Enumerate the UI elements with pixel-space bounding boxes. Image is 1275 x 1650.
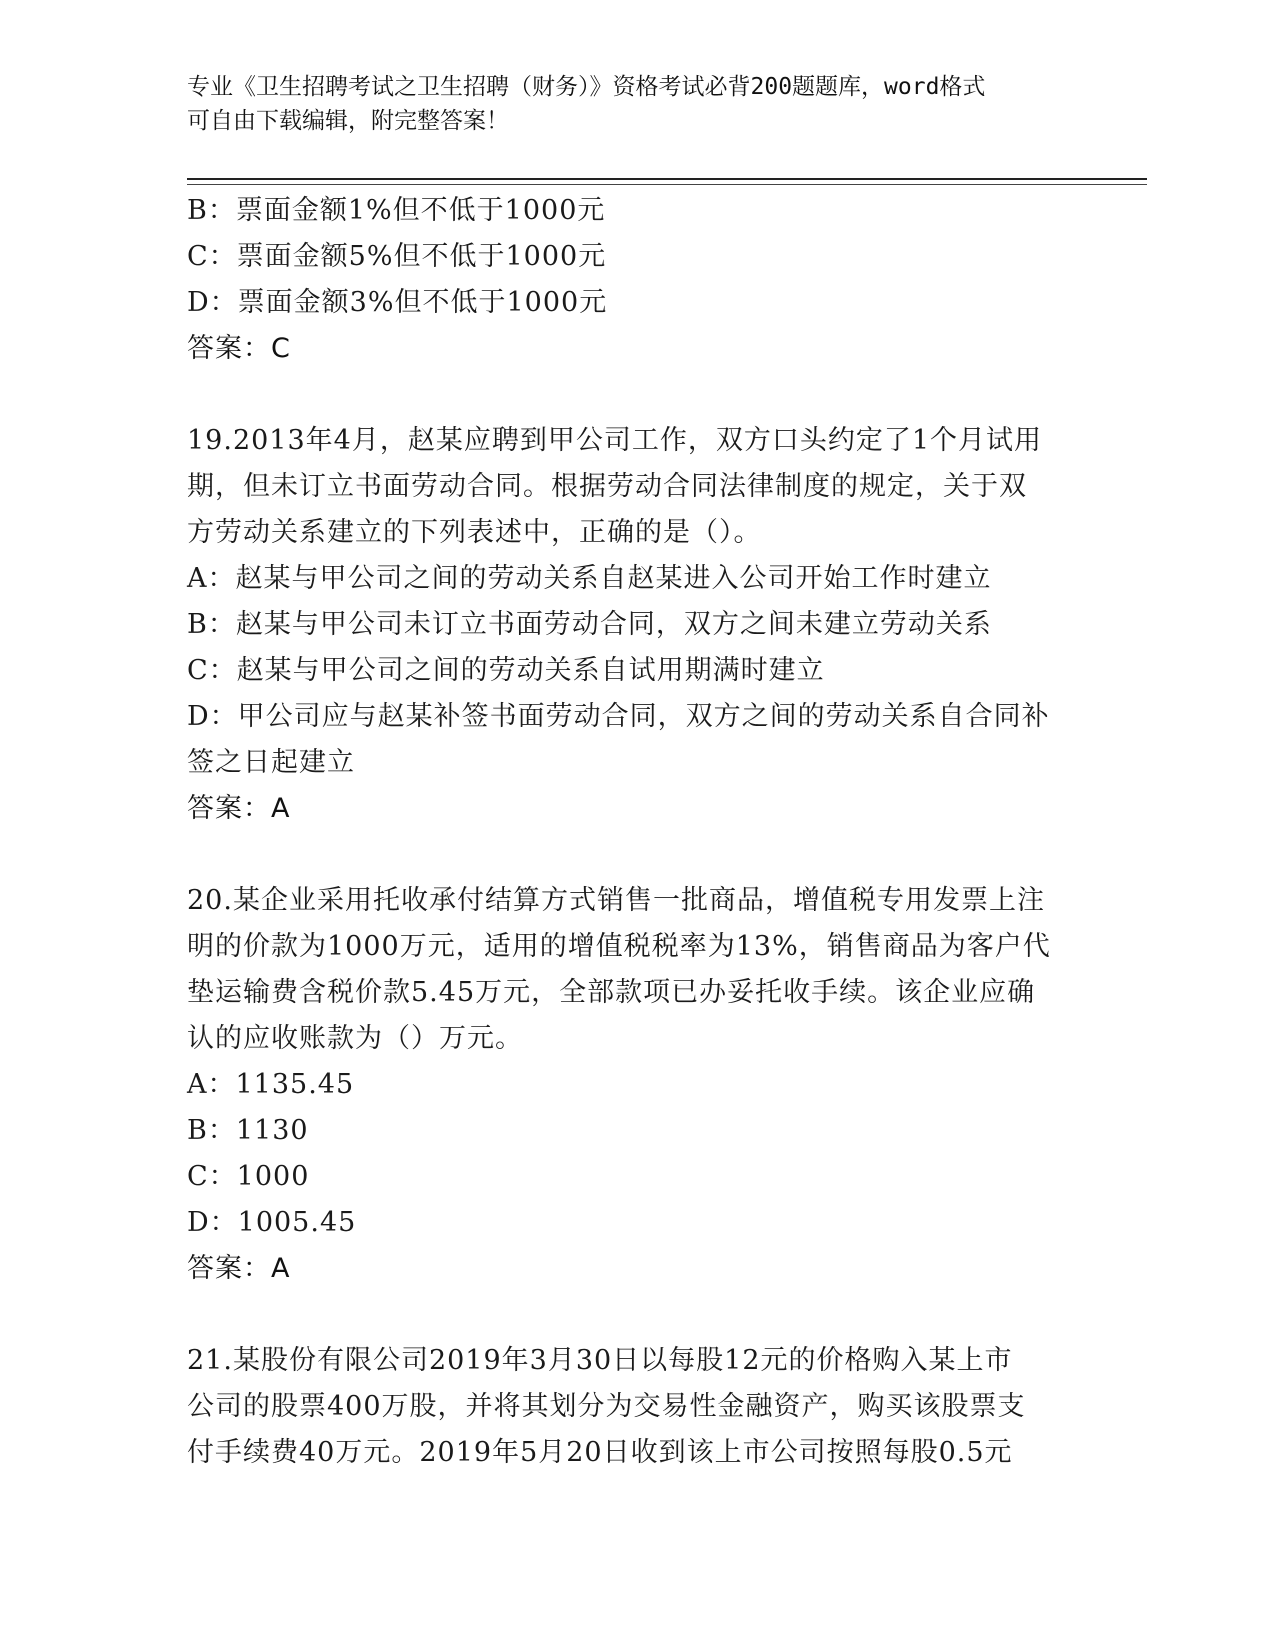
option-d: D：票面金额3%但不低于1000元 bbox=[187, 287, 608, 318]
question-20 bbox=[187, 878, 1077, 1292]
option-a: A：赵某与甲公司之间的劳动关系自赵某进入公司开始工作时建立 bbox=[187, 563, 992, 594]
question-18 bbox=[187, 188, 1077, 372]
answer-line: 答案：A bbox=[187, 1253, 291, 1284]
question-stem-line: 明的价款为1000万元，适用的增值税税率为13%，销售商品为客户代 bbox=[187, 931, 1051, 962]
answer-line: 答案：C bbox=[187, 333, 291, 364]
option-c: C：票面金额5%但不低于1000元 bbox=[187, 241, 607, 272]
question-stem-line: 公司的股票400万股，并将其划分为交易性金融资产，购买该股票支 bbox=[187, 1391, 1026, 1422]
question-stem-line: 方劳动关系建立的下列表述中，正确的是（）。 bbox=[187, 517, 762, 548]
option-d: D：1005.45 bbox=[187, 1207, 357, 1238]
question-19 bbox=[187, 418, 1077, 832]
question-stem-line: 认的应收账款为（）万元。 bbox=[187, 1023, 523, 1054]
question-stem-line: 期，但未订立书面劳动合同。根据劳动合同法律制度的规定，关于双 bbox=[187, 471, 1027, 502]
spacer bbox=[187, 832, 1077, 878]
option-b: B：票面金额1%但不低于1000元 bbox=[187, 195, 606, 226]
option-d: D：甲公司应与赵某补签书面劳动合同，双方之间的劳动关系自合同补 bbox=[187, 701, 1050, 732]
question-content bbox=[187, 188, 1077, 1476]
question-21 bbox=[187, 1338, 1077, 1476]
question-stem-line: 19.2013年4月，赵某应聘到甲公司工作，双方口头约定了1个月试用 bbox=[187, 425, 1043, 456]
spacer bbox=[187, 372, 1077, 418]
header-line-2: 可自由下载编辑，附完整答案！ bbox=[187, 108, 509, 134]
page-header bbox=[187, 70, 1067, 138]
answer-line: 答案：A bbox=[187, 793, 291, 824]
header-rule-thick bbox=[187, 178, 1147, 180]
option-d-continuation: 签之日起建立 bbox=[187, 747, 355, 778]
question-stem-line: 21.某股份有限公司2019年3月30日以每股12元的价格购入某上市 bbox=[187, 1345, 1013, 1376]
option-c: C：1000 bbox=[187, 1161, 310, 1192]
header-line-1: 专业《卫生招聘考试之卫生招聘（财务）》资格考试必背200题题库，word格式 bbox=[187, 74, 986, 100]
header-rule-thin bbox=[187, 184, 1147, 185]
spacer bbox=[187, 1292, 1077, 1338]
question-stem-line: 付手续费40万元。2019年5月20日收到该上市公司按照每股0.5元 bbox=[187, 1437, 1013, 1468]
question-stem-line: 垫运输费含税价款5.45万元，全部款项已办妥托收手续。该企业应确 bbox=[187, 977, 1036, 1008]
question-stem-line: 20.某企业采用托收承付结算方式销售一批商品，增值税专用发票上注 bbox=[187, 885, 1045, 916]
option-a: A：1135.45 bbox=[187, 1069, 355, 1100]
option-c: C：赵某与甲公司之间的劳动关系自试用期满时建立 bbox=[187, 655, 825, 686]
option-b: B：赵某与甲公司未订立书面劳动合同，双方之间未建立劳动关系 bbox=[187, 609, 992, 640]
option-b: B：1130 bbox=[187, 1115, 309, 1146]
